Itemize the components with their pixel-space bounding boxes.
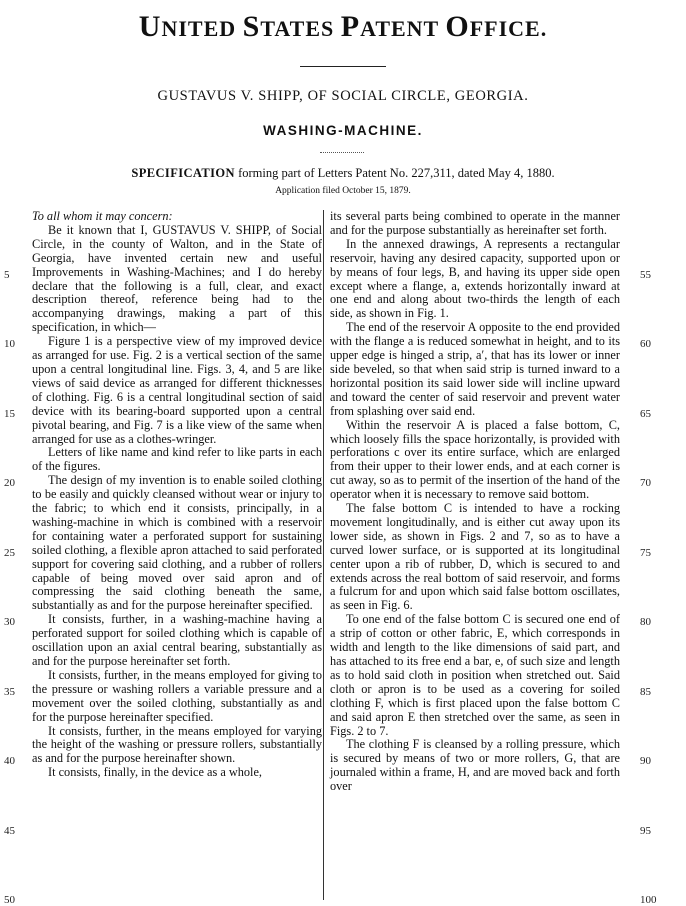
- title-initial-2: S: [242, 10, 261, 43]
- title-rest-2: TATES: [260, 16, 341, 41]
- line-number: 45: [4, 824, 15, 837]
- line-number: 35: [4, 685, 15, 698]
- paragraph: In the annexed drawings, A represents a rectangular reservoir, having any desired capacity, supported upon or by means of four legs, B, and having its upper side open except where a flange, a, extends horizontally inward at one end and along about two-thirds the length of each side, as shown in Fig. 1.: [330, 236, 620, 321]
- paragraph: The clothing F is cleansed by a rolling pressure, which is secured by means of two or more rollers, G, that are journaled within a frame, H, and are moved back and forth over: [330, 737, 620, 794]
- line-number: 80: [640, 616, 651, 629]
- specification-text: forming part of Letters Patent No. 227,311, dated May 4, 1880.: [234, 166, 555, 180]
- salutation: To all whom it may concern:: [32, 209, 173, 223]
- paragraph: It consists, further, in the means employed for giving to the pressure or washing rollers a variable pressure and a movement over the soiled clothing, substantially as and for the purpose hereinafter specified.: [32, 667, 322, 724]
- paragraph: Within the reservoir A is placed a false bottom, C, which loosely fills the space horizontally, is provided with perforations c over its entire surface, which are enlarged from their upper to their lower ends, and at each corner is cut away, so as to permit of the insertion of the hand of the operator when it is necessary to remove said bottom.: [330, 417, 620, 502]
- title-rest-4: FFICE.: [469, 16, 548, 41]
- dotted-rule: [320, 152, 364, 153]
- header-rule: [300, 66, 386, 67]
- paragraph: Figure 1 is a perspective view of my improved device as arranged for use. Fig. 2 is a vertical section of the same upon a central longitudinal line. Figs. 3, 4, and 5 are like views of said device as arranged for different thicknesses of clothing. Fig. 6 is a central longitudinal section of said device with its bearing-board supported upon a central pivotal bearing, and Fig. 7 is a like view of the same when arranged for use as a clothes-wringer.: [32, 334, 322, 446]
- specification-line: [0, 166, 686, 181]
- line-number: 55: [640, 268, 651, 281]
- title-rest-1: NITED: [161, 16, 243, 41]
- title-initial-3: P: [340, 10, 361, 43]
- application-filed: Application filed October 15, 1879.: [275, 186, 411, 196]
- line-number: 65: [640, 407, 651, 420]
- line-number: 25: [4, 546, 15, 559]
- title-initial-4: O: [445, 10, 470, 43]
- line-number: 100: [640, 894, 657, 906]
- paragraph: The false bottom C is intended to have a rocking movement longitudinally, and is either cut away upon its lower side, as shown in Figs. 2 and 7, so as to have a curved lower surface, or is supported at its longitudinal center upon a rib of rubber, D, which is secured to and extends across the real bottom of said reservoir, and forms a fulcrum for and upon which said false bottom oscillates, as seen in Fig. 6.: [330, 501, 620, 613]
- column-divider: [323, 210, 324, 900]
- line-number: 85: [640, 685, 651, 698]
- paragraph: The design of my invention is to enable soiled clothing to be easily and quickly cleansed without wear or injury to the fabric; to which end it consists, principally, in a washing-machine in which is combined with a reservoir for containing water a perforated support for sustaining soiled clothing, a flexible apron attached to said perforated support for covering said clothing, and a rubber of rollers capable of being moved over said apron and of compressing the said clothing beneath the same, substantially as and for the purpose hereinafter specified.: [32, 473, 322, 613]
- line-number: 20: [4, 477, 15, 490]
- paragraph: It consists, finally, in the device as a whole,: [48, 765, 263, 780]
- title-initial-1: U: [138, 10, 162, 43]
- line-number: 60: [640, 338, 651, 351]
- line-number: 5: [4, 268, 10, 281]
- paragraph: It consists, further, in the means employed for varying the height of the washing or pressure rollers, substantially as and for the purpose hereinafter shown.: [32, 723, 322, 766]
- title-rest-3: ATENT: [360, 16, 446, 41]
- line-number: 90: [640, 755, 651, 768]
- paragraph: To one end of the false bottom C is secured one end of a strip of cotton or other fabric, E, which corresponds in width and length to the like dimensions of said part, and has attached to its free end a bar, e, of such size and length as to hold said cloth in position when stretched out. Said cloth or apron is to be used as a covering for soiled clothing F, which is first placed upon the false bottom C and said apron E then stretched over the same, as seen in Figs. 2 to 7.: [330, 612, 620, 738]
- paragraph: It consists, further, in a washing-machine having a perforated support for soiled clothing which is capable of oscillation upon an axial central bearing, substantially as and for the purpose hereinafter set forth.: [32, 612, 322, 668]
- right-column: [330, 210, 620, 794]
- line-number: 30: [4, 616, 15, 629]
- invention-title: WASHING-MACHINE.: [263, 123, 423, 138]
- line-number: 75: [640, 546, 651, 559]
- line-number: 10: [4, 338, 15, 351]
- inventor-line: GUSTAVUS V. SHIPP, OF SOCIAL CIRCLE, GEORGIA.: [157, 88, 529, 104]
- specification-label: SPECIFICATION: [131, 166, 235, 180]
- line-number: 70: [640, 477, 651, 490]
- line-number: 95: [640, 824, 651, 837]
- line-number: 15: [4, 407, 15, 420]
- office-title: [0, 10, 686, 44]
- line-number: 50: [4, 894, 15, 906]
- paragraph: its several parts being combined to operate in the manner and for the purpose substantially as hereinafter set forth.: [330, 209, 620, 237]
- left-column: [32, 210, 322, 780]
- paragraph: The end of the reservoir A opposite to the end provided with the flange a is reduced somewhat in height, and to its upper edge is hinged a strip, a′, that has its lower or inner side beveled, so that when said strip is turned inward to a horizontal position its said lower side will incline upward and toward the center of said reservoir and prevent water from splashing over said end.: [330, 320, 620, 418]
- line-number: 40: [4, 755, 15, 768]
- paragraph: Be it known that I, GUSTAVUS V. SHIPP, of Social Circle, in the county of Walton, and in the State of Georgia, have invented certain new and useful Improvements in Washing-Machines; and I do hereby declare that the following is a full, clear, and exact description thereof, reference being had to the accompanying drawings, making a part of this specification, in which—: [32, 222, 322, 335]
- paragraph: Letters of like name and kind refer to like parts in each of the figures.: [32, 445, 322, 474]
